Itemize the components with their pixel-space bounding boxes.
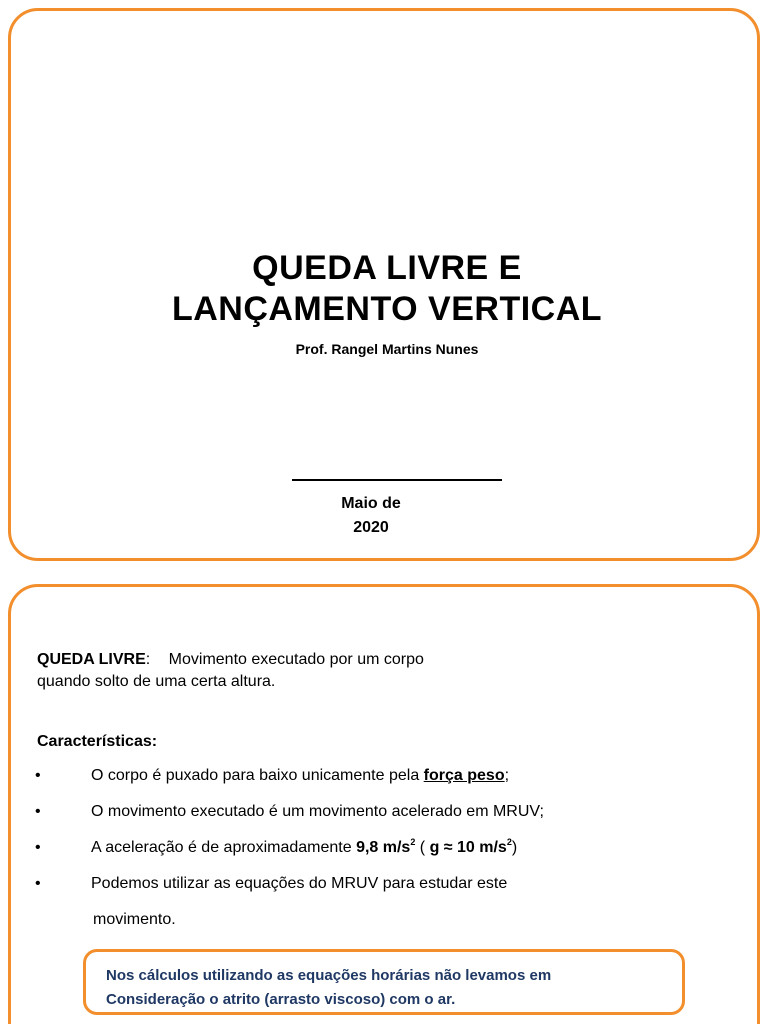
bullet-1-text-before: O corpo é puxado para baixo unicamente pela: [91, 767, 424, 784]
characteristics-heading: Características:: [37, 733, 158, 750]
gravity-exponent: 2: [506, 837, 512, 847]
definition-text-line-1: Movimento executado por um corpo: [168, 651, 424, 668]
acceleration-exponent: 2: [410, 837, 416, 847]
definition-paragraph: [37, 649, 497, 693]
bullet-3-text-before: A aceleração é de aproximadamente: [91, 839, 357, 856]
definition-term: QUEDA LIVRE: [37, 651, 146, 668]
title-line-2: LANÇAMENTO VERTICAL: [171, 290, 603, 328]
gravity-approx-value: g ≈ 10 m/s: [429, 839, 507, 856]
list-item: [11, 869, 763, 928]
list-item: [11, 797, 763, 833]
definition-colon: :: [145, 651, 151, 668]
list-item-text: [91, 767, 509, 785]
bullet-icon: •: [35, 875, 41, 892]
date-line-1: Maio de: [341, 495, 401, 512]
list-item: [11, 761, 763, 797]
note-line-2: Consideração o atrito (arrasto viscoso) com o ar.: [106, 991, 456, 1008]
date-line-2: 2020: [353, 519, 389, 536]
note-line-1: Nos cálculos utilizando as equações horárias não levamos em: [106, 967, 552, 984]
characteristics-list: [11, 761, 763, 928]
slide-title: [11, 248, 763, 330]
bullet-1-emphasis: força peso: [423, 767, 505, 784]
presentation-date: [311, 492, 431, 540]
bullet-3-paren-open: (: [415, 839, 430, 856]
bullet-icon: •: [35, 803, 41, 820]
list-item-text: [91, 839, 517, 857]
author-name: Prof. Rangel Martins Nunes: [295, 341, 479, 357]
content-slide: [8, 584, 760, 1024]
list-item: [11, 833, 763, 869]
title-line-1: QUEDA LIVRE E: [252, 249, 522, 287]
bullet-2-text: O movimento executado é um movimento acelerado em MRUV;: [91, 803, 544, 820]
definition-text-line-2: quando solto de uma certa altura.: [37, 673, 276, 690]
note-box: [83, 949, 685, 1015]
signature-divider: [292, 479, 502, 481]
bullet-1-text-after: ;: [504, 767, 510, 784]
bullet-4-text: Podemos utilizar as equações do MRUV para estudar este: [91, 875, 508, 892]
bullet-icon: •: [35, 839, 41, 856]
bullet-icon: •: [35, 767, 41, 784]
acceleration-value: 9,8 m/s: [356, 839, 411, 856]
bullet-4-continuation: movimento.: [93, 911, 176, 928]
bullet-3-paren-close: ): [511, 839, 518, 856]
title-slide: [8, 8, 760, 561]
